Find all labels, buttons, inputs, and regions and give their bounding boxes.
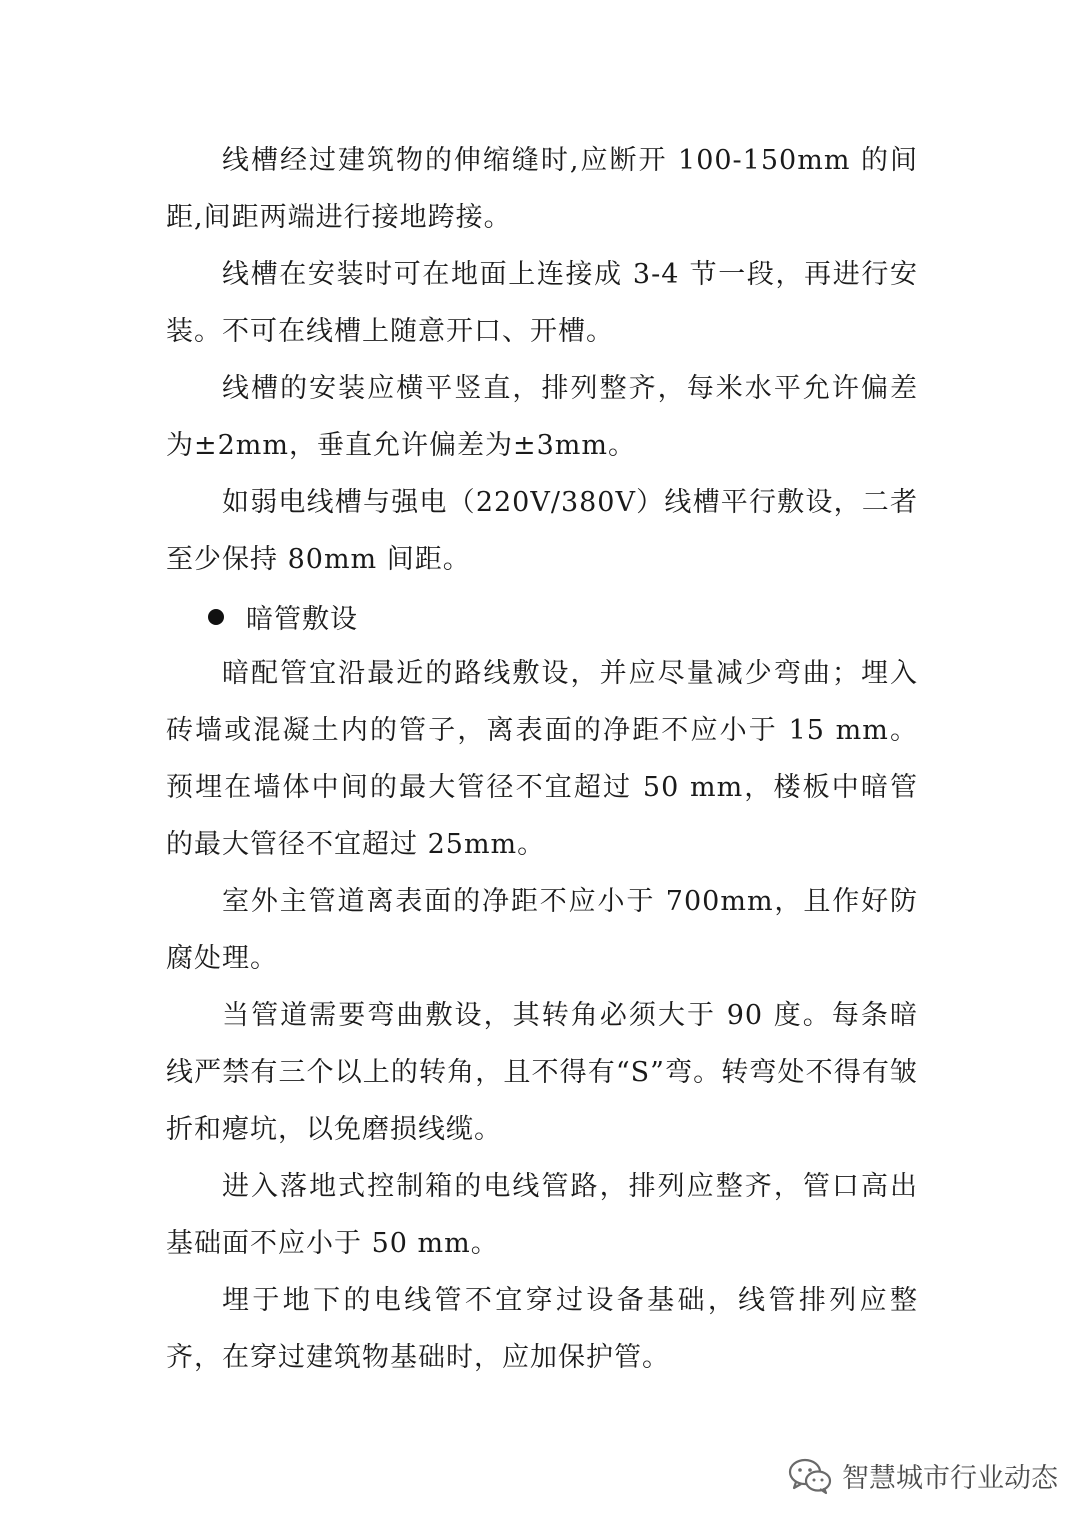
section-heading-text: 暗管敷设: [246, 604, 358, 635]
document-body: [166, 132, 918, 1386]
paragraph: 埋于地下的电线管不宜穿过设备基础，线管排列应整齐，在穿过建筑物基础时，应加保护管。: [166, 1285, 918, 1373]
paragraph: 线槽的安装应横平竖直，排列整齐，每米水平允许偏差为±2mm，垂直允许偏差为±3mm。: [166, 373, 918, 461]
bullet-icon: [208, 609, 224, 625]
paragraph: 如弱电线槽与强电（220V/380V）线槽平行敷设，二者至少保持 80mm 间距。: [166, 487, 918, 575]
paragraph: 暗配管宜沿最近的路线敷设，并应尽量减少弯曲；埋入砖墙或混凝土内的管子，离表面的净距不应小于 15 mm。预埋在墙体中间的最大管径不宜超过 50 mm，楼板中暗管的最大管径不宜超过 25mm。: [166, 658, 918, 860]
watermark-text: 智慧城市行业动态: [842, 1463, 1058, 1494]
wechat-icon: [788, 1457, 832, 1495]
paragraph: 线槽经过建筑物的伸缩缝时,应断开 100-150mm 的间距,间距两端进行接地跨接。: [166, 145, 918, 233]
watermark: [788, 1456, 1058, 1495]
paragraph: 进入落地式控制箱的电线管路，排列应整齐，管口高出基础面不应小于 50 mm。: [166, 1171, 918, 1259]
paragraph: 当管道需要弯曲敷设，其转角必须大于 90 度。每条暗线严禁有三个以上的转角，且不得有“S”弯。转弯处不得有皱折和瘪坑，以免磨损线缆。: [166, 1000, 918, 1145]
paragraph: 线槽在安装时可在地面上连接成 3-4 节一段，再进行安装。不可在线槽上随意开口、开槽。: [166, 259, 918, 347]
paragraph: 室外主管道离表面的净距不应小于 700mm，且作好防腐处理。: [166, 886, 918, 974]
section-heading: [166, 588, 918, 645]
